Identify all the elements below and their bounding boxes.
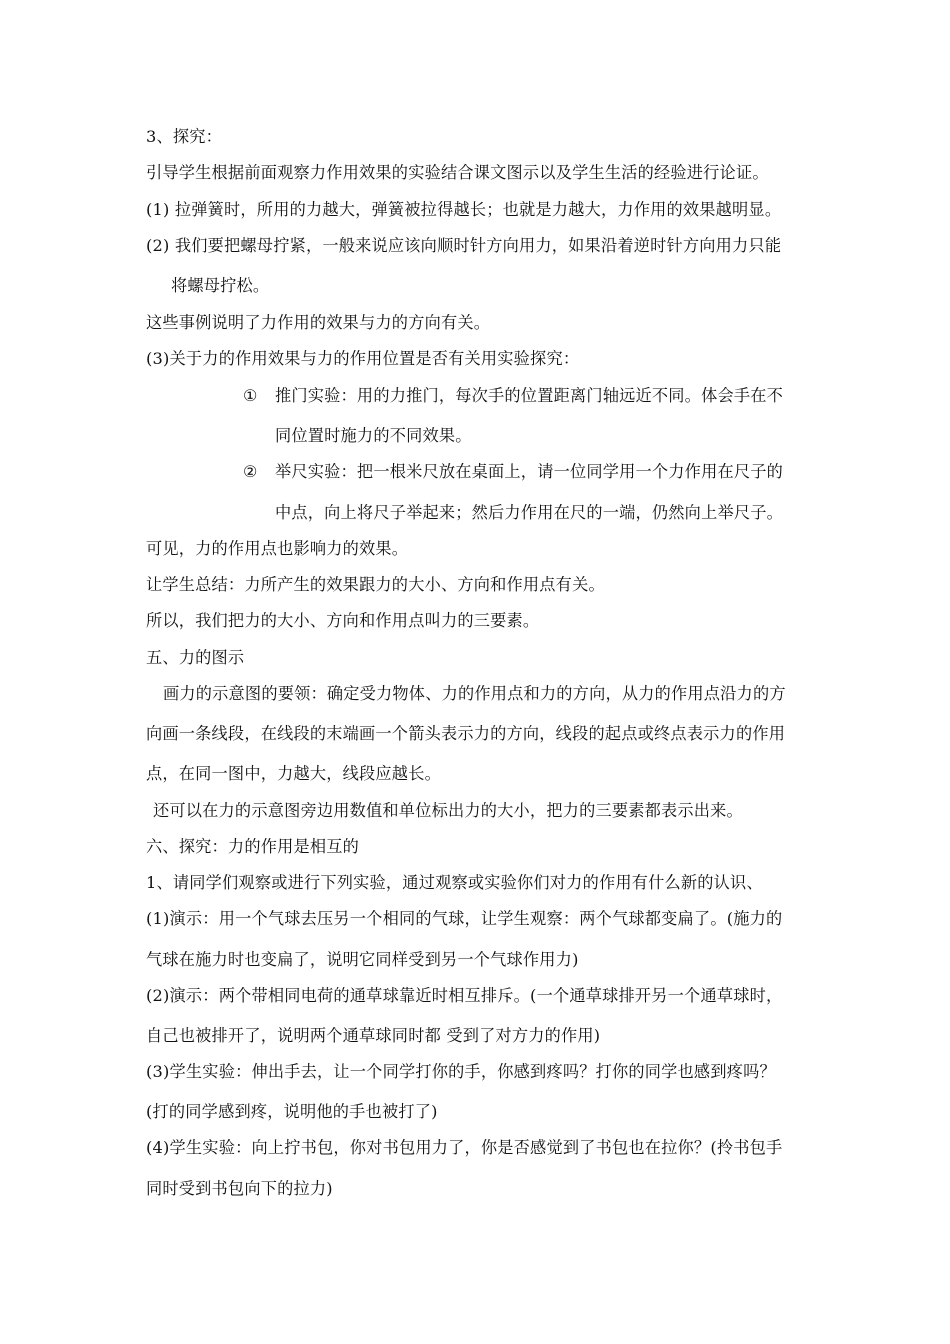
step-heading: 3、探究： [146, 127, 223, 146]
paragraph: 向画一条线段，在线段的末端画一个箭头表示力的方向，线段的起点或终点表示力的作用 [146, 724, 786, 743]
list-item: (1) 拉弹簧时，所用的力越大，弹簧被拉得越长；也就是力越大，力作用的效果越明显。 [146, 200, 782, 219]
list-item-continuation: 同时受到书包向下的拉力) [146, 1179, 333, 1198]
list-item-continuation: 将螺母拧松。 [171, 276, 270, 295]
paragraph: 引导学生根据前面观察力作用效果的实验结合课文图示以及学生生活的经验进行论证。 [146, 163, 769, 182]
paragraph: 1、请同学们观察或进行下列实验，通过观察或实验你们对力的作用有什么新的认识、 [146, 873, 763, 892]
list-item: (1)演示：用一个气球去压另一个相同的气球，让学生观察：两个气球都变扁了。(施力的 [146, 909, 783, 928]
sub-item-number: ① [243, 386, 258, 405]
section-heading: 五、力的图示 [146, 648, 245, 667]
list-item-continuation: (打的同学感到疼，说明他的手也被打了) [146, 1102, 438, 1121]
paragraph: 还可以在力的示意图旁边用数值和单位标出力的大小，把力的三要素都表示出来。 [153, 801, 743, 820]
list-item: (4)学生实验：向上拧书包，你对书包用力了，你是否感觉到了书包也在拉你？(拎书包手 [146, 1138, 783, 1157]
sub-item-continuation: 中点，向上将尺子举起来；然后力作用在尺的一端，仍然向上举尺子。 [275, 503, 784, 522]
sub-item-continuation: 同位置时施力的不同效果。 [275, 426, 472, 445]
list-item-continuation: 自己也被排开了，说明两个通草球同时都 受到了对方力的作用) [146, 1026, 601, 1045]
list-item-continuation: 气球在施力时也变扁了，说明它同样受到另一个气球作用力) [146, 950, 579, 969]
sub-item: 举尺实验：把一根米尺放在桌面上，请一位同学用一个力作用在尺子的 [275, 462, 784, 481]
list-item: (3)学生实验：伸出手去，让一个同学打你的手，你感到疼吗？打你的同学也感到疼吗？ [146, 1062, 776, 1081]
list-item: (3)关于力的作用效果与力的作用位置是否有关用实验探究： [146, 349, 580, 368]
sub-item: 推门实验：用的力推门，每次手的位置距离门轴远近不同。体会手在不 [275, 386, 784, 405]
sub-item-number: ② [243, 462, 258, 481]
list-item: (2)演示：两个带相同电荷的通草球靠近时相互排斥。(一个通草球排开另一个通草球时， [146, 986, 783, 1005]
paragraph: 点，在同一图中，力越大，线段应越长。 [146, 764, 441, 783]
list-item: (2) 我们要把螺母拧紧，一般来说应该向顺时针方向用力，如果沿着逆时针方向用力只能 [146, 236, 782, 255]
section-heading: 六、探究：力的作用是相互的 [146, 837, 360, 856]
paragraph: 可见，力的作用点也影响力的效果。 [146, 539, 409, 558]
paragraph: 所以，我们把力的大小、方向和作用点叫力的三要素。 [146, 611, 540, 630]
paragraph: 让学生总结：力所产生的效果跟力的大小、方向和作用点有关。 [146, 575, 605, 594]
paragraph: 这些事例说明了力作用的效果与力的方向有关。 [146, 313, 491, 332]
paragraph: 画力的示意图的要领：确定受力物体、力的作用点和力的方向，从力的作用点沿力的方 [163, 684, 786, 703]
